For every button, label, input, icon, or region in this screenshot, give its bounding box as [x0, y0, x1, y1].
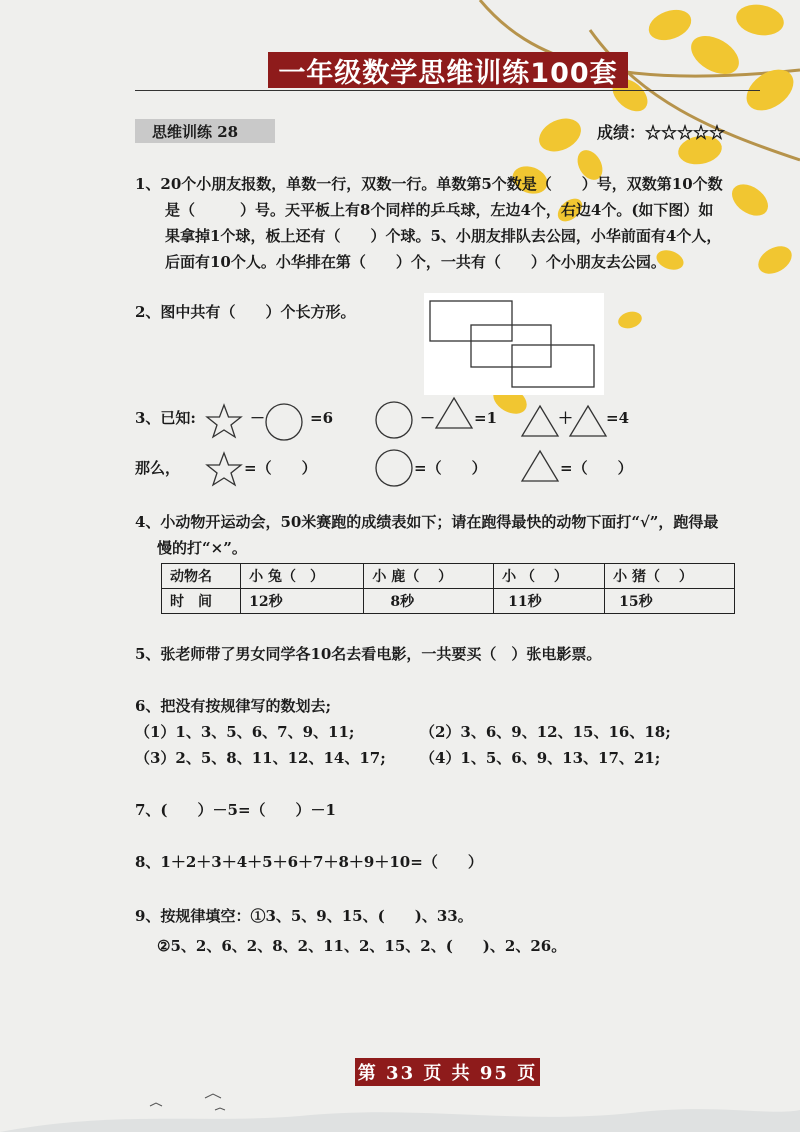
question-5: 5、张老师带了男女同学各10名去看电影，一共要买（ ）张电影票。: [135, 645, 602, 663]
answer-star: =（ ）: [244, 459, 317, 477]
table-header-cell: 小 鹿（ ）: [364, 564, 494, 589]
answer-circle: =（ ）: [414, 459, 487, 477]
question-6-item-4: （4）1、5、6、9、13、17、21;: [420, 749, 661, 767]
question-9-line-1: 9、按规律填空：①3、5、9、15、( )、33。: [135, 907, 473, 925]
table-header-cell: 小 （ ）: [494, 564, 605, 589]
question-2: 2、图中共有（ ）个长方形。: [135, 303, 356, 321]
star-icon: [204, 403, 244, 439]
question-6-title: 6、把没有按规律写的数划去;: [135, 697, 331, 715]
question-1-line-4: 后面有10个人。小华排在第（ ）个，一共有（ ）个小朋友去公园。: [165, 253, 666, 271]
table-row: [162, 589, 735, 614]
table-cell: 15秒: [605, 589, 735, 614]
table-cell: 8秒: [364, 589, 494, 614]
table-header-cell: 小 猪（ ）: [605, 564, 735, 589]
circle-icon: [374, 448, 414, 488]
question-4-line-1: 4、小动物开运动会，50米赛跑的成绩表如下；请在跑得最快的动物下面打“√”，跑得最: [135, 513, 719, 531]
table-header-row: [162, 564, 735, 589]
then-label: 那么，: [135, 459, 181, 477]
eq1-minus: －: [250, 409, 266, 427]
page-indicator: 第 33 页 共 95 页: [355, 1058, 540, 1086]
table-header-cell: 小 兔（ ）: [241, 564, 364, 589]
eq1-result: =6: [310, 409, 334, 427]
question-1-line-2: 是（ ）号。天平板上有8个同样的乒乓球，左边4个，右边4个。(如下图）如: [165, 201, 714, 219]
answer-triangle: =（ ）: [560, 459, 633, 477]
triangle-icon: [520, 449, 560, 483]
landscape-decoration: [0, 1080, 800, 1132]
triangle-icon: [520, 404, 560, 438]
question-1-line-3: 果拿掉1个球，板上还有（ ）个球。5、小朋友排队去公园，小华前面有4个人，: [165, 227, 722, 245]
question-1-line-1: 1、20个小朋友报数，单数一行，双数一行。单数第5个数是（ ）号，双数第10个数: [135, 175, 723, 193]
eq2-minus: －: [420, 409, 436, 427]
rectangles-diagram: [424, 293, 604, 395]
question-4-line-2: 慢的打“×”。: [157, 539, 247, 557]
triangle-icon: [568, 404, 608, 438]
question-9-line-2: ②5、2、6、2、8、2、11、2、15、2、( )、2、26。: [157, 937, 567, 955]
rectangle-shape: [471, 325, 551, 367]
table-cell: 11秒: [494, 589, 605, 614]
score-label: 成绩：☆☆☆☆☆: [597, 123, 726, 142]
rectangle-shape: [512, 345, 594, 387]
page-title: 一年级数学思维训练100套: [268, 52, 628, 88]
race-results-table: [161, 563, 735, 614]
eq2-result: =1: [474, 409, 498, 427]
star-icon: [204, 451, 244, 487]
eq3-result: =4: [606, 409, 630, 427]
question-7: 7、( ）－5=（ ）－1: [135, 801, 336, 819]
title-divider: [135, 90, 760, 91]
triangle-icon: [434, 396, 474, 430]
table-cell: 12秒: [241, 589, 364, 614]
table-cell: 时 间: [162, 589, 241, 614]
question-8: 8、1＋2＋3＋4＋5＋6＋7＋8＋9＋10=（ ）: [135, 853, 483, 871]
question-6-item-1: （1）1、3、5、6、7、9、11;: [135, 723, 355, 741]
question-3-prefix: 3、已知:: [135, 409, 196, 427]
circle-icon: [374, 400, 414, 440]
circle-icon: [264, 402, 304, 442]
question-6-item-3: （3）2、5、8、11、12、14、17;: [135, 749, 386, 767]
question-6-item-2: （2）3、6、9、12、15、16、18;: [420, 723, 671, 741]
section-tag: 思维训练 28: [135, 119, 275, 143]
table-header-cell: 动物名: [162, 564, 241, 589]
eq3-plus: ＋: [558, 409, 574, 427]
